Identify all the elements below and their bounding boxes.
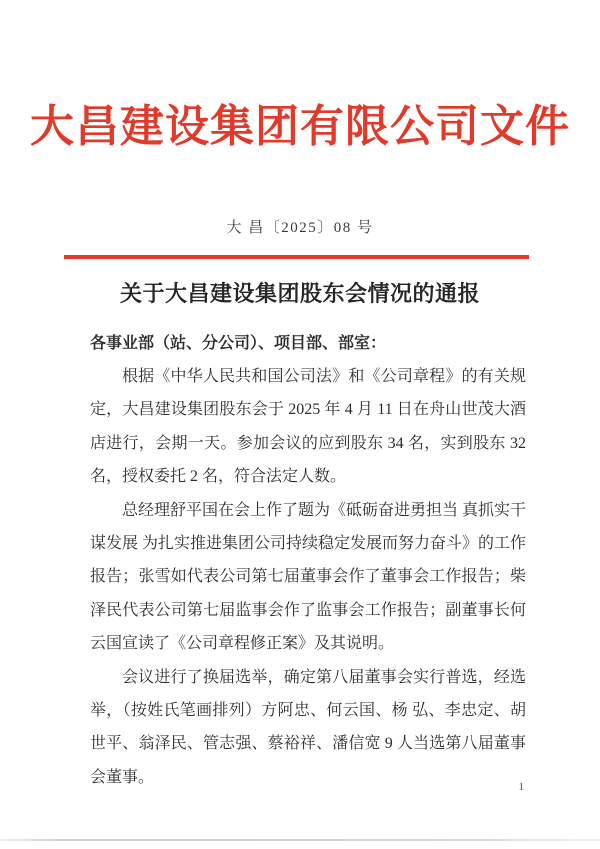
page-bottom-edge [0,839,600,841]
document-number: 大 昌〔2025〕08 号 [226,220,374,236]
body-paragraph-1: 根据《中华人民共和国公司法》和《公司章程》的有关规定，大昌建设集团股东会于 2025 年 4 月 11 日在舟山世茂大酒店进行，会期一天。参加会议的应到股东 34 名，实到股东 32 名，授权委托 2 名，符合法定人数。 [90,368,526,486]
document-title: 关于大昌建设集团股东会情况的通报 [119,281,480,306]
red-divider-line [64,255,529,259]
company-letterhead-title: 大昌建设集团有限公司文件 [30,102,570,151]
body-paragraph-2: 总经理舒平国在会上作了题为《砥砺奋进勇担当 真抓实干谋发展 为扎实推进集团公司持续稳定发展而努力奋斗》的工作报告；张雪如代表公司第七届董事会作了董事会工作报告；柴泽民代表公司第七届监事会作了监事会工作报告；副董事长何云国宣读了《公司章程修正案》及其说明。 [90,501,527,653]
page-number: 1 [518,781,524,793]
body-paragraph-3: 会议进行了换届选举，确定第八届董事会实行普选，经选举，（按姓氏笔画排列）方阿忠、何云国、杨 弘、李忠定、胡世平、翁泽民、管志强、蔡裕祥、潘信宽 9 人当选第八届董事会董事。 [90,668,526,786]
salutation-line: 各事业部（站、分公司）、项目部、部室： [90,335,387,352]
